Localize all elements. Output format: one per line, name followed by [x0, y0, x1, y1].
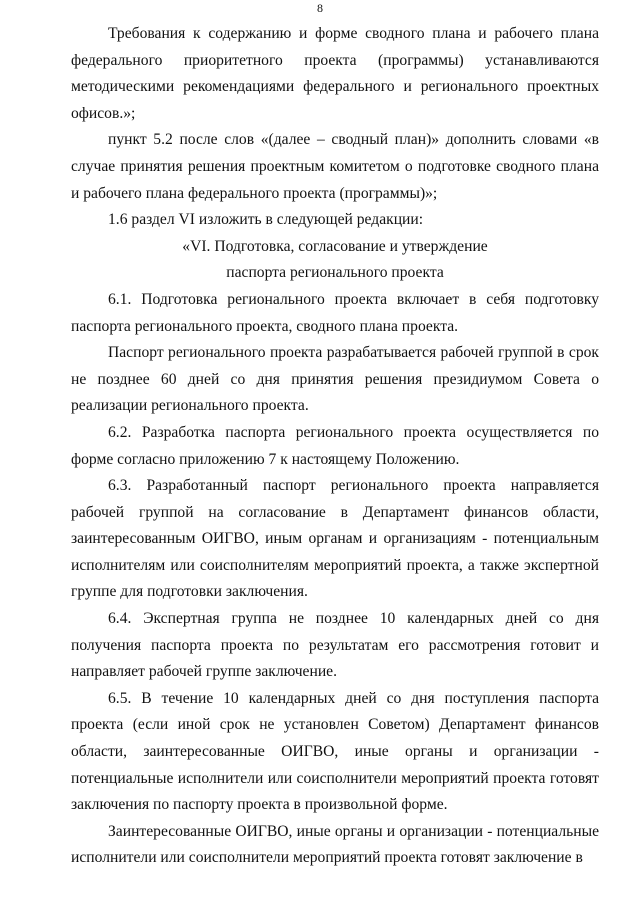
paragraph-6-2: 6.2. Разработка паспорта регионального проекта осуществляется по форме согласно приложению 7 к настоящему Положению. [71, 423, 599, 468]
paragraph-item-1-6: 1.6 раздел VI изложить в следующей редакции: [108, 211, 424, 229]
paragraph-6-1: 6.1. Подготовка регионального проекта включает в себя подготовку паспорта регионального проекта, сводного плана проекта. [71, 290, 599, 335]
document-body [71, 21, 599, 872]
paragraph-6-5: 6.5. В течение 10 календарных дней со дня поступления паспорта проекта (если иной срок не установлен Советом) Департамент финансов области, заинтересованные ОИГВО, иные органы и организации - потенциальные исполнители или соисполнители мероприятий проекта готовят заключения по паспорту проекта в произвольной форме. [71, 689, 599, 814]
section-heading-line-1: «VI. Подготовка, согласование и утверждение [182, 237, 488, 255]
section-heading-line-2: паспорта регионального проекта [226, 264, 444, 282]
paragraph-6-4: 6.4. Экспертная группа не позднее 10 календарных дней со дня получения паспорта проекта по результатам его рассмотрения готовит и направляет рабочей группе заключение. [71, 610, 599, 681]
paragraph-6-3: 6.3. Разработанный паспорт регионального проекта направляется рабочей группой на согласование в Департамент финансов области, заинтересованным ОИГВО, иным органам и организациям - потенциальным исполнителям или соисполнителям мероприятий проекта, а также экспертной группе для подготовки заключения. [71, 477, 599, 601]
page-number: 8 [317, 1, 323, 15]
paragraph-requirements: Требования к содержанию и форме сводного плана и рабочего плана федерального приоритетного проекта (программы) устанавливаются методическими рекомендациями федерального и регионального проектных офисов.»; [71, 25, 599, 122]
paragraph-item-5-2: пункт 5.2 после слов «(далее – сводный план)» дополнить словами «в случае принятия решения проектным комитетом о подготовке сводного плана и рабочего плана федерального проекта (программы)»; [71, 131, 599, 202]
paragraph-interested-bodies: Заинтересованные ОИГВО, иные органы и организации - потенциальные исполнители или соисполнители мероприятий проекта готовят заключение в [71, 822, 599, 867]
paragraph-passport-deadline: Паспорт регионального проекта разрабатывается рабочей группой в срок не позднее 60 дней со дня принятия решения президиумом Совета о реализации регионального проекта. [71, 344, 599, 415]
